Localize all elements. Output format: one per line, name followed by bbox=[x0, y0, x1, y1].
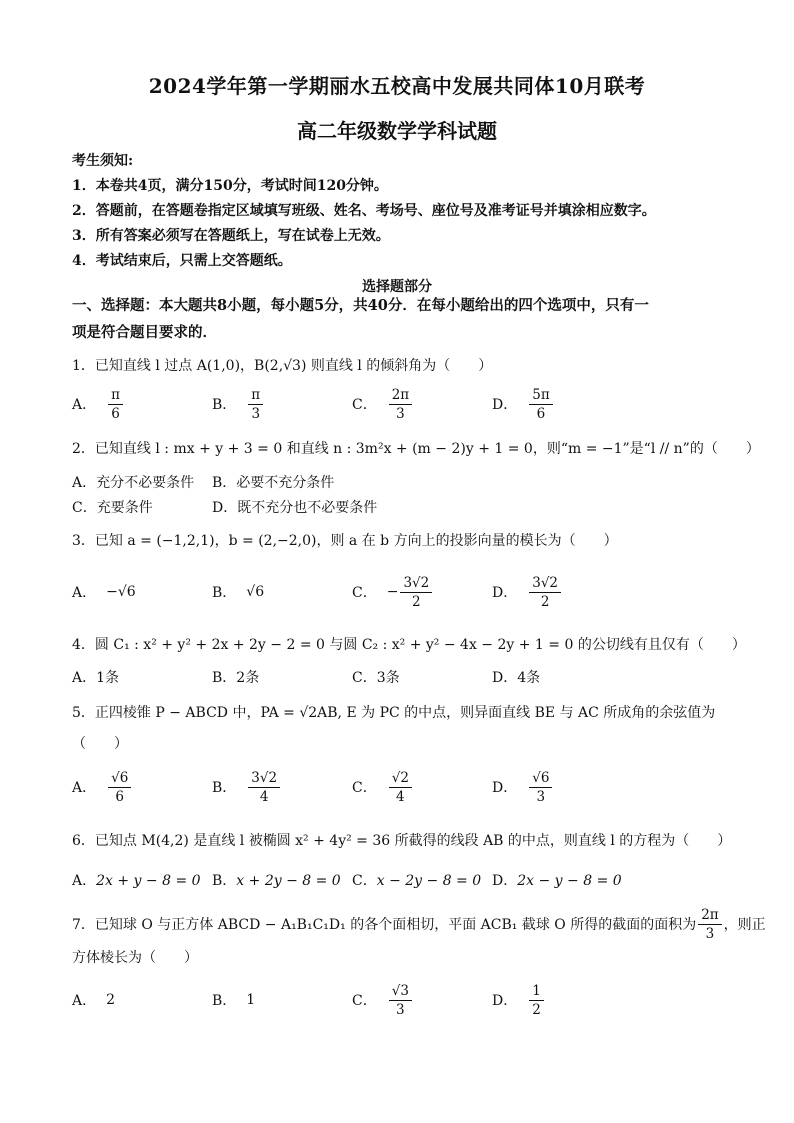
option-a: A． $\frac{√6}{6}$ bbox=[72, 767, 133, 807]
option-a: A．1条 bbox=[72, 670, 120, 686]
option-b: B．2条 bbox=[212, 670, 260, 686]
option-c: C． $\frac{√3}{3}$ bbox=[352, 980, 414, 1020]
fraction: $\frac{2\pi}{3}$ bbox=[698, 907, 721, 942]
option-b: B．x + 2y − 8 = 0 bbox=[212, 873, 341, 889]
option-b: B．必要不充分条件 bbox=[212, 475, 335, 491]
question-7-options bbox=[72, 980, 732, 1020]
option-b: B． √6 bbox=[212, 584, 265, 601]
option-b: B． 1 bbox=[212, 992, 256, 1009]
section-intro-line-2: 项是符合题目要求的． bbox=[72, 324, 217, 341]
fraction: $\frac{3√2}{2}$ bbox=[529, 575, 561, 610]
option-d: D．4条 bbox=[492, 670, 541, 686]
question-7-stem-cont: 方体棱长为（ ） bbox=[72, 950, 198, 966]
option-b: B． $\frac{3√2}{4}$ bbox=[212, 767, 282, 807]
option-a: A．2x + y − 8 = 0 bbox=[72, 873, 201, 889]
exam-title: 2024学年第一学期丽水五校高中发展共同体10月联考 bbox=[148, 74, 646, 98]
option-c: C． − $\frac{3√2}{2}$ bbox=[352, 572, 434, 612]
question-3-options bbox=[72, 572, 732, 612]
fraction: $\frac{√2}{4}$ bbox=[389, 770, 412, 805]
section-heading: 选择题部分 bbox=[362, 279, 432, 295]
option-c: C．3条 bbox=[352, 670, 400, 686]
question-5-options bbox=[72, 767, 732, 807]
option-d: D． $\frac{1}{2}$ bbox=[492, 980, 546, 1020]
notice-item-1: 1．本卷共4页，满分150分，考试时间120分钟。 bbox=[72, 178, 388, 194]
question-4-stem: 4．圆 C₁ : x² + y² + 2x + 2y − 2 = 0 与圆 C₂ : x² + y² − 4x − 2y + 1 = 0 的公切线有且仅有（ ） bbox=[72, 637, 746, 653]
fraction: $\frac{3√2}{4}$ bbox=[248, 770, 280, 805]
option-d: D． $\frac{√6}{3}$ bbox=[492, 767, 554, 807]
notice-heading: 考生须知: bbox=[72, 153, 134, 169]
fraction: $\frac{1}{2}$ bbox=[529, 983, 544, 1018]
option-c: C． $\frac{2\pi}{3}$ bbox=[352, 384, 414, 424]
fraction: $\frac{√3}{3}$ bbox=[389, 983, 412, 1018]
option-d: D． $\frac{3√2}{2}$ bbox=[492, 572, 563, 612]
question-3-stem: 3．已知 a = (−1,2,1)，b = (2,−2,0)，则 a 在 b 方向上的投影向量的模长为（ ） bbox=[72, 533, 618, 549]
option-a: A． 2 bbox=[72, 992, 116, 1009]
exam-subtitle: 高二年级数学学科试题 bbox=[297, 119, 497, 143]
fraction: $\frac{√6}{3}$ bbox=[529, 770, 552, 805]
option-d: D．2x − y − 8 = 0 bbox=[492, 873, 622, 889]
option-a: A． −√6 bbox=[72, 584, 136, 601]
fraction: $\frac{\pi}{3}$ bbox=[248, 387, 263, 422]
question-5-stem-cont: （ ） bbox=[72, 736, 128, 752]
section-intro-line-1: 一、选择题：本大题共8小题，每小题5分，共40分．在每小题给出的四个选项中，只有一 bbox=[72, 297, 649, 314]
option-b: B． $\frac{\pi}{3}$ bbox=[212, 384, 265, 424]
fraction: $\frac{\pi}{6}$ bbox=[108, 387, 123, 422]
fraction: $\frac{5\pi}{6}$ bbox=[529, 387, 552, 422]
question-1-stem: 1．已知直线 l 过点 A(1,0)，B(2,√3) 则直线 l 的倾斜角为（ ） bbox=[72, 358, 493, 374]
fraction: $\frac{√6}{6}$ bbox=[108, 770, 131, 805]
option-a: A． $\frac{\pi}{6}$ bbox=[72, 384, 125, 424]
notice-item-4: 4．考试结束后，只需上交答题纸。 bbox=[72, 253, 292, 269]
notice-item-3: 3．所有答案必须写在答题纸上，写在试卷上无效。 bbox=[72, 228, 390, 244]
question-2-stem: 2．已知直线 l : mx + y + 3 = 0 和直线 n : 3m²x + (m − 2)y + 1 = 0，则“m = −1”是“l // n”的（ ） bbox=[72, 441, 760, 457]
option-d: D．既不充分也不必要条件 bbox=[212, 500, 378, 516]
fraction: $\frac{2\pi}{3}$ bbox=[389, 387, 412, 422]
question-5-stem: 5．正四棱锥 P − ABCD 中，PA = √2AB, E 为 PC 的中点，则异面直线 BE 与 AC 所成角的余弦值为 bbox=[72, 705, 716, 721]
option-c: C．x − 2y − 8 = 0 bbox=[352, 873, 482, 889]
question-7-stem: 7．已知球 O 与正方体 ABCD − A₁B₁C₁D₁ 的各个面相切，平面 ACB₁ 截球 O 所得的截面的面积为 $\frac{2\pi}{3}$ ，则正 bbox=[72, 906, 766, 942]
option-a: A．充分不必要条件 bbox=[72, 475, 195, 491]
option-c: C． $\frac{√2}{4}$ bbox=[352, 767, 414, 807]
option-d: D． $\frac{5\pi}{6}$ bbox=[492, 384, 555, 424]
question-6-stem: 6．已知点 M(4,2) 是直线 l 被椭圆 x² + 4y² = 36 所截得的线段 AB 的中点，则直线 l 的方程为（ ） bbox=[72, 833, 732, 849]
question-1-options bbox=[72, 384, 732, 424]
option-c: C．充要条件 bbox=[72, 500, 153, 516]
notice-item-2: 2．答题前，在答题卷指定区域填写班级、姓名、考场号、座位号及准考证号并填涂相应数字。 bbox=[72, 203, 656, 219]
fraction: $\frac{3√2}{2}$ bbox=[400, 575, 432, 610]
